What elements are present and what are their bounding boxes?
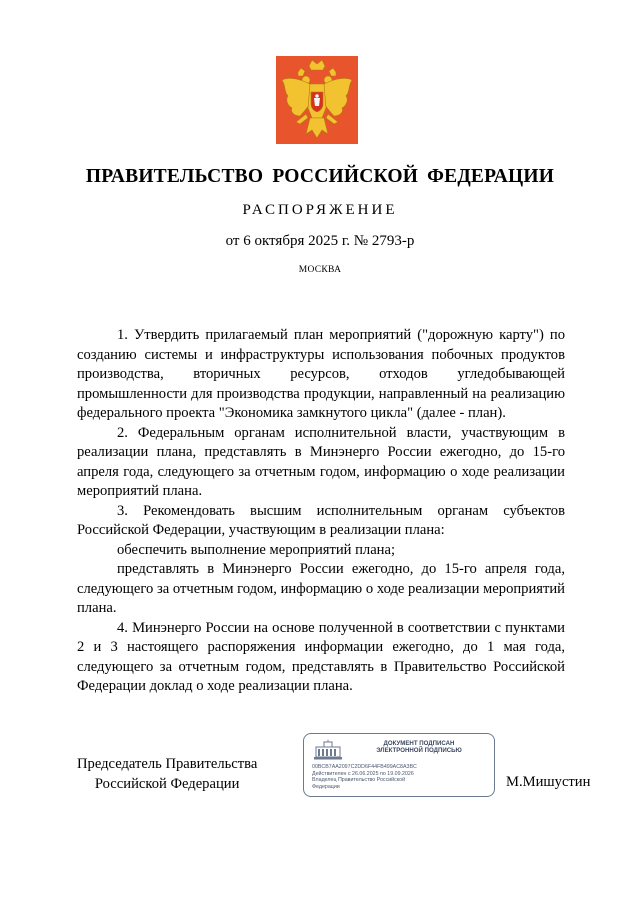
paragraph-3b: представлять в Минэнерго России ежегодно, до 15-го апреля года, следующего за отчетным годом, информацию о ходе реализации мероприятий плана. bbox=[77, 561, 565, 616]
document-city: МОСКВА bbox=[298, 265, 342, 275]
paragraph-3a: обеспечить выполнение мероприятий плана; bbox=[117, 541, 396, 558]
stamp-owner-1: Владелец Правительство Российской bbox=[312, 777, 406, 784]
document-body bbox=[77, 326, 565, 697]
document-type: РАСПОРЯЖЕНИЕ bbox=[242, 202, 398, 218]
stamp-owner-2: Федерации bbox=[312, 783, 340, 790]
paragraph-3: 3. Рекомендовать высшим исполнительным органам субъектов Российской Федерации, участвующим в реализации плана: bbox=[77, 502, 565, 538]
paragraph-1: 1. Утвердить прилагаемый план мероприятий ("дорожную карту") по созданию системы и инфраструктуры использования побочных продуктов производства, вторичных ресурсов, отходов угледобывающей промышленности для производства продукции, направленный на реализацию федерального проекта "Экономика замкнутого цикла" (далее - план). bbox=[77, 327, 565, 421]
stamp-details bbox=[312, 764, 417, 790]
signer-line-2: Российской Федерации bbox=[94, 775, 240, 792]
signer-name: М.Мишустин bbox=[506, 774, 591, 790]
government-title: ПРАВИТЕЛЬСТВО РОССИЙСКОЙ ФЕДЕРАЦИИ bbox=[85, 166, 555, 187]
signer-line-1: Председатель Правительства bbox=[77, 756, 258, 772]
paragraph-2: 2. Федеральным органам исполнительной власти, участвующим в реализации плана, представлять в Минэнерго России ежегодно, до 15-го апреля года, следующего за отчетным годом, информацию о ходе реализации мероприятий плана. bbox=[77, 424, 565, 499]
signer-position bbox=[77, 755, 257, 794]
document-date-number: от 6 октября 2025 г. № 2793-р bbox=[225, 233, 415, 249]
stamp-heading: ДОКУМЕНТ ПОДПИСАН ЭЛЕКТРОННОЙ ПОДПИСЬЮ bbox=[376, 740, 462, 755]
electronic-signature-stamp bbox=[303, 733, 495, 797]
government-building-icon bbox=[312, 739, 344, 761]
stamp-valid: Действителен с 26.06.2025 по 19.09.2026 bbox=[312, 770, 414, 777]
stamp-certificate: 00BCB7AA2097C2DD6F44FB499AC8A3BC bbox=[312, 764, 417, 770]
paragraph-4: 4. Минэнерго России на основе полученной в соответствии с пунктами 2 и 3 настоящего распоряжения информации ежегодно, до 1 мая года, следующего за отчетным годом, представлять в Правительство Российской Федерации доклад о ходе реализации плана. bbox=[77, 619, 565, 694]
coat-of-arms-icon bbox=[276, 56, 358, 144]
